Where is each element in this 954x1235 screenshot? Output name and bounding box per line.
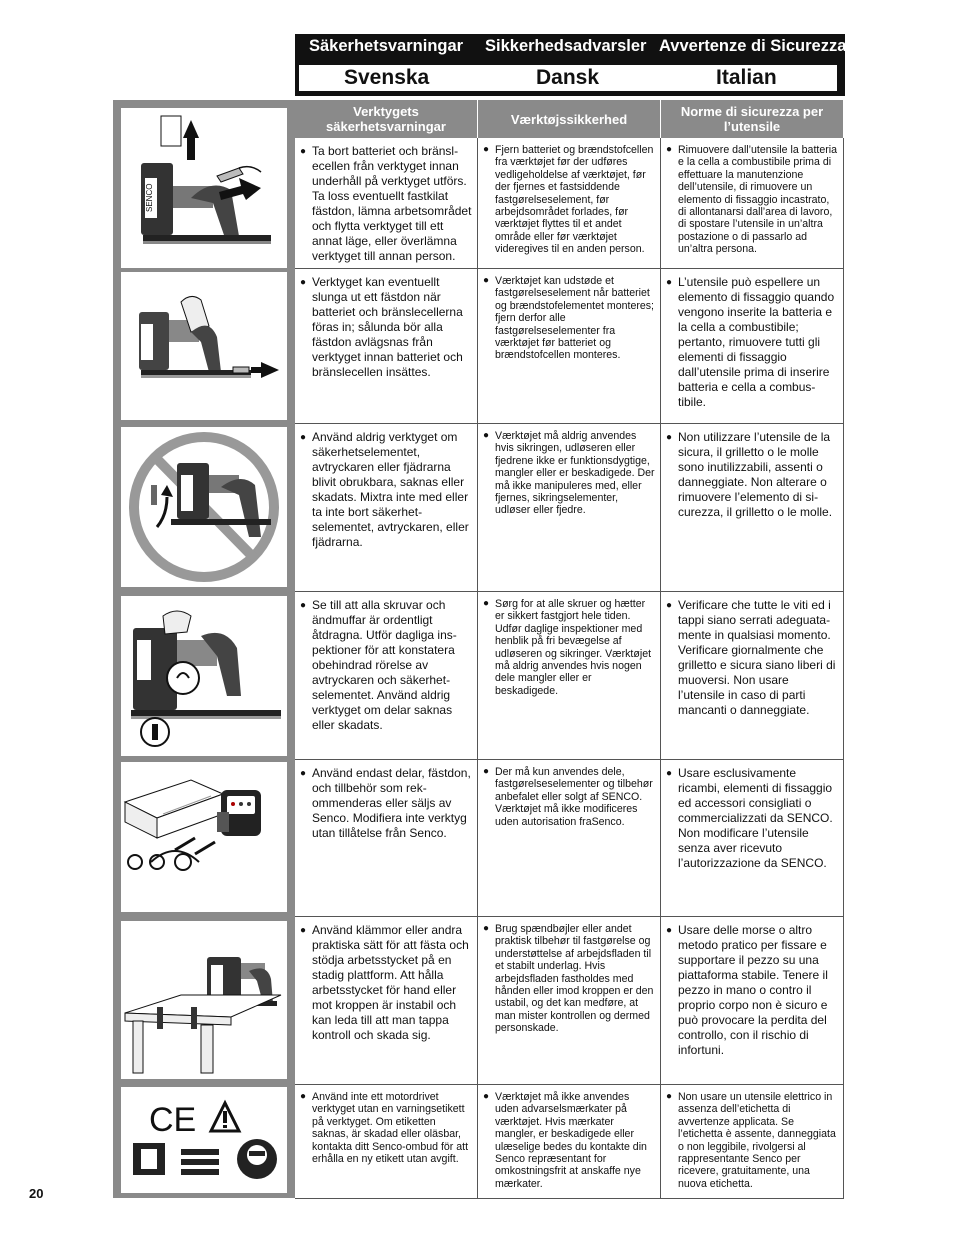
table-cell-italian xyxy=(661,138,844,269)
table-cell-italian xyxy=(661,917,844,1085)
table-cell-danish xyxy=(478,269,661,424)
table-cell-italian xyxy=(661,760,844,917)
page-number: 20 xyxy=(29,1186,44,1201)
language-swedish: Svenska xyxy=(344,66,430,89)
insert-battery-illustration xyxy=(121,272,287,420)
warning-text: ● Fjern batteriet og brændstofcellen fra værktøjet før der udføres vedligeholdelse af værktøjet, før der fjernes et fastsiddende fastgørelseselement, før arbejdsområdet forlades, før værktøjet flyttes til et andet område eller før værktøjet videregives til en anden person. xyxy=(483,144,655,256)
ce-mark-icon: CE xyxy=(149,1101,197,1139)
table-cell-danish xyxy=(478,138,661,269)
page-header xyxy=(295,34,845,96)
clamp-workpiece-illustration xyxy=(121,921,287,1079)
table-cell-swedish xyxy=(295,1085,478,1199)
header-title-danish: Sikkerhedsadvarsler xyxy=(485,37,647,55)
warning-text: ● Værktøjet kan udstøde et fastgørelseselement når batteriet og brændstofelementet monteres; fjern derfor alle fastgørelseselementer fra værktøjet før batteriet og brændstofcellen monteres. xyxy=(483,275,655,362)
table-cell-swedish xyxy=(295,917,478,1085)
subheader-italian: Norme di sicurezza per l’utensile xyxy=(661,100,843,138)
language-danish: Dansk xyxy=(536,66,600,89)
warning-text: ● Brug spændbøjler eller andet praktisk tilbehør til fastgørelse og understøttelse af arbejdsfladen til et stabilt underlag. Hvis arbejdsfladen fastholdes med hånden eller imod kroppen er den ustabil, og det kan medføre, at man mister kontrollen og dermed personskade. xyxy=(483,923,655,1035)
table-cell-danish xyxy=(478,917,661,1085)
warning-text: ● Ta bort batteriet och bränslecellen från verktyget innan underhåll på verktyget utförs. Ta loss eventuellt fastkilat fästdon, lämna arbetsområdet och flytta verktyget till ett annat läge, eller överlämna verktyget till annan person. xyxy=(300,144,472,264)
warning-text: ● Använd endast delar, fästdon, och tillbehör som rekommenderas eller säljs av Senco. Modifiera inte verktyg utan tillåtelse från Senco. xyxy=(300,766,472,841)
header-language-row xyxy=(295,36,845,58)
header-language-bar xyxy=(299,65,837,91)
table-cell-italian xyxy=(661,424,844,592)
warning-text: ● Usare delle morse o altro metodo pratico per fissare e supportare il pezzo su una piattaforma stabile. Tenere il pezzo in mano o contro il proprio corpo non è sicuro e può provocare la perdita del controllo, con il rischio di infortuni. xyxy=(666,923,838,1058)
warning-text: ● Använd klämmor eller andra praktiska sätt för att fästa och stödja arbetsstycket på en stadig plattform. Att hålla arbetsstycket för hand eller mot kroppen är instabil och kan leda till att man tappa kontroll och skada sig. xyxy=(300,923,472,1043)
table-cell-danish xyxy=(478,1085,661,1199)
prohibited-tampering-illustration xyxy=(121,427,287,587)
warning-text: ● Non usare un utensile elettrico in assenza dell’etichetta di avvertenze applicata. Se l’etichetta è assente, danneggiata o non leggibile, rivolgersi al rappresentante Senco per ricevere, gratuitamente, una nuova etichetta. xyxy=(666,1091,838,1190)
table-cell-swedish xyxy=(295,138,478,269)
warning-text: ● Non utilizzare l’utensile de la sicura, il grilletto o le molle sono inutilizzabili, assenti o danneggiate. Non alterare o rimuovere l’elemento di sicurezza, il grilletto o le molle. xyxy=(666,430,838,520)
subheader-danish: Værktøjssikkerhed xyxy=(478,100,660,138)
warning-text: ● Verktyget kan eventuellt slunga ut ett fästdon när batteriet och bränslecellerna föras in; sålunda bör alla fästdon avlägsnas från verktyget innan batteriet och bränslecellen insättes. xyxy=(300,275,472,380)
table-cell-danish xyxy=(478,424,661,592)
warning-text: ● L’utensile può espellere un elemento di fissaggio quando vengono inserite la batteria e la cella a combustibile; pertanto, rimuovere tutti gli elementi di fissaggio dall’utensile prima di inserire batteria e cella a combustibile. xyxy=(666,275,838,410)
table-cell-swedish xyxy=(295,424,478,592)
table-cell-swedish xyxy=(295,269,478,424)
warning-text: ● Se till att alla skruvar och ändmuffar är ordentligt åtdragna. Utför dagliga inspektioner för att konstatera obehindrad rörelse av avtryckaren och säkerhetselementet. Använd aldrig verktyget om delar saknas eller skadats. xyxy=(300,598,472,733)
warning-text: ● Usare esclusivamente ricambi, elementi di fissaggio ed accessori consigliati o commercializzati da SENCO. Non modificare l’utensile senza aver ricevuto l’autorizzazione da SENCO. xyxy=(666,766,838,871)
language-italian: Italian xyxy=(716,66,777,89)
parts-accessories-illustration xyxy=(121,762,287,912)
inspection-illustration xyxy=(121,596,287,756)
header-title-swedish: Säkerhetsvarningar xyxy=(309,37,464,55)
warning-text: ● Verificare che tutte le viti ed i tappi siano serrati adeguatamente in qualsiasi momento. Verificare giornalmente che grilletto e sicura siano liberi di muoversi. Non usare l’utensile in caso di parti mancanti o danneggiate. xyxy=(666,598,838,718)
warning-text: ● Værktøjet må aldrig anvendes hvis sikringen, udløseren eller fjedrene ikke er funktionsdygtige, mangler eller er beskadigede. Der må ikke manipuleres med, eller fjernes, sikringselementer, udløser eller fjedre. xyxy=(483,430,655,517)
table-cell-swedish xyxy=(295,760,478,917)
warning-text: ● Rimuovere dall’utensile la batteria e la cella a combustibile prima di effettuare la manutenzione dell’utensile, di rimuovere un elemento di fissaggio incastrato, di allontanarsi dall’area di lavoro, di spostare l’utensile in un’altra postazione o di passarlo ad un’altra persona. xyxy=(666,144,838,256)
brand-label: SENCO xyxy=(145,183,154,212)
warning-text: ● Använd aldrig verktyget om säkerhetselementet, avtryckaren eller fjädrarna blivit obrukbara, saknas eller skadats. Mixtra inte med eller ta inte bort säkerhetselementet, avtryckaren, eller fjädrarna. xyxy=(300,430,472,550)
table-cell-italian xyxy=(661,269,844,424)
warning-text: ● Værktøjet må ikke anvendes uden advarselsmærkater på værktøjet. Hvis mærkater mangler, er beskadigede eller ulæselige bedes du kontakte din Senco repræsentant for omkostningsfrit at anskaffe nye mærkater. xyxy=(483,1091,655,1190)
warning-labels-illustration xyxy=(121,1087,287,1193)
warning-text: ● Sørg for at alle skruer og hætter er sikkert fastgjort hele tiden. Udfør daglige inspektioner med henblik på fri bevægelse af udløseren og sikringer. Værktøjet må aldrig anvendes hvis nogen dele mangler eller er beskadigede. xyxy=(483,598,655,697)
header-title-italian: Avvertenze di Sicurezza xyxy=(659,37,847,55)
warning-text: ● Använd inte ett motordrivet verktyget utan en varningsetikett på verktyget. Om etiketten saknas, är skadad eller oläsbar, kontakta ditt Senco-ombud för att erhålla en ny etikett utan avgift. xyxy=(300,1091,472,1165)
table-cell-italian xyxy=(661,1085,844,1199)
warning-text: ● Der må kun anvendes dele, fastgørelseselementer og tilbehør anbefalet eller solgt af SENCO. Værktøjet må ikke modificeres uden autorisation fraSenco. xyxy=(483,766,655,828)
table-cell-italian xyxy=(661,592,844,760)
remove-battery-illustration xyxy=(121,108,287,268)
table-cell-danish xyxy=(478,760,661,917)
subheader-swedish: Verktygets säkerhetsvarningar xyxy=(295,100,477,138)
table-cell-swedish xyxy=(295,592,478,760)
table-cell-danish xyxy=(478,592,661,760)
